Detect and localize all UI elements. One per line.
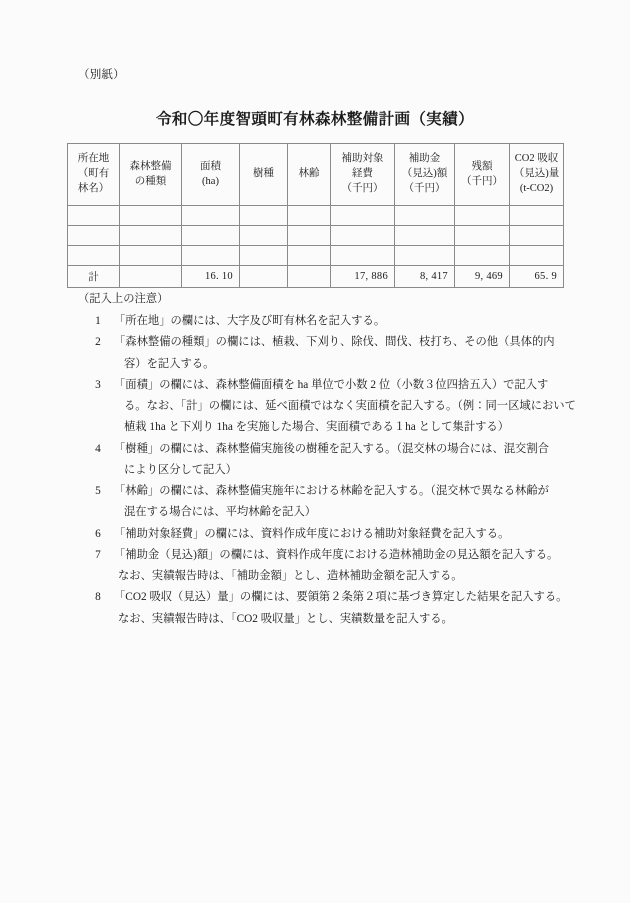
column-header-line: (t-CO2) xyxy=(519,182,554,194)
table-cell-area[interactable] xyxy=(182,206,240,226)
note-body xyxy=(114,311,570,332)
column-header-area xyxy=(182,144,240,206)
table-cell-cost[interactable] xyxy=(331,226,395,246)
column-header-line: 林名） xyxy=(77,182,110,194)
note-line: 混在する場合には、平均林齢を記入） xyxy=(124,506,317,519)
column-header-line: （見込)額 xyxy=(401,168,448,180)
table-cell-cost[interactable] xyxy=(331,246,395,266)
table-cell-stand_age[interactable] xyxy=(288,246,331,266)
column-header-line: 補助対象 xyxy=(341,153,384,165)
table-cell-area[interactable] xyxy=(182,246,240,266)
note-body xyxy=(114,481,570,523)
table-cell-balance[interactable] xyxy=(455,206,510,226)
column-header-line: 補助金 xyxy=(408,153,441,165)
column-header-work_type xyxy=(120,144,182,206)
table-cell-species[interactable] xyxy=(240,226,288,246)
note-number: 3 xyxy=(95,378,101,391)
table-header-row xyxy=(68,144,564,206)
note-number: 7 xyxy=(95,548,101,561)
table-body xyxy=(68,206,564,288)
table-cell-balance[interactable] xyxy=(455,246,510,266)
note-body xyxy=(114,375,576,439)
column-header-subsidy xyxy=(395,144,455,206)
note-line: なお、実績報告時は、「補助金額」とし、造林補助金額を記入する。 xyxy=(118,570,463,583)
table-cell-location[interactable] xyxy=(68,246,120,266)
column-header-line: の種類 xyxy=(134,175,167,187)
note-item xyxy=(78,481,570,523)
table-cell-stand_age[interactable] xyxy=(288,206,331,226)
column-header-line: 経費 xyxy=(352,168,373,180)
total-cell-species xyxy=(240,266,288,288)
column-header-line: 残額 xyxy=(471,160,493,172)
table-total-row xyxy=(68,266,564,288)
table-cell-subsidy[interactable] xyxy=(395,226,455,246)
note-line: により区分して記入） xyxy=(124,463,237,476)
note-number: 5 xyxy=(95,485,101,498)
notes-list xyxy=(78,311,576,630)
attachment-tag: （別紙） xyxy=(78,69,125,81)
column-header-line: (ha) xyxy=(202,175,219,187)
table-cell-species[interactable] xyxy=(240,206,288,226)
notes-section xyxy=(78,289,576,630)
note-body xyxy=(114,332,570,374)
note-item xyxy=(78,439,570,481)
note-body xyxy=(114,439,570,481)
table-cell-area[interactable] xyxy=(182,226,240,246)
total-cell-location: 計 xyxy=(68,266,120,288)
column-header-line: 森林整備 xyxy=(129,160,172,172)
note-body xyxy=(114,545,570,587)
column-header-line: （千円） xyxy=(341,182,384,194)
note-line: 「樹種」の欄には、森林整備実施後の樹種を記入する。（混交林の場合には、混交割合 xyxy=(114,442,549,455)
column-header-line: CO2 吸収 xyxy=(514,153,559,165)
table-cell-co2[interactable] xyxy=(510,246,564,266)
note-number: 6 xyxy=(95,527,101,540)
table-header xyxy=(68,144,564,206)
column-header-stand_age xyxy=(288,144,331,206)
note-line: 「面積」の欄には、森林整備面積を ha 単位で小数 2 位（小数３位四捨五入）で記入す xyxy=(114,378,549,391)
note-item xyxy=(78,332,570,374)
note-line: 「補助金（見込)額」の欄には、資料作成年度における造林補助金の見込額を記入する。 xyxy=(114,548,559,561)
column-header-line: （千円） xyxy=(403,182,446,194)
note-number: 1 xyxy=(95,315,101,328)
table-row[interactable] xyxy=(68,246,564,266)
note-line: なお、実績報告時は、「CO2 吸収量」とし、実績数量を記入する。 xyxy=(118,612,453,625)
total-cell-work_type xyxy=(120,266,182,288)
column-header-line: 林齢 xyxy=(298,168,320,180)
column-header-line: 樹種 xyxy=(253,168,274,180)
note-line: 「CO2 吸収（見込）量」の欄には、要領第２条第２項に基づき算定した結果を記入する。 xyxy=(114,591,568,604)
forest-plan-table xyxy=(67,143,564,288)
column-header-location xyxy=(68,144,120,206)
notes-heading: （記入上の注意） xyxy=(78,293,169,305)
total-cell-subsidy: 8, 417 xyxy=(395,266,455,288)
table-cell-stand_age[interactable] xyxy=(288,226,331,246)
note-number: 8 xyxy=(95,591,101,604)
note-line: る。なお、「計」の欄には、延べ面積ではなく実面積を記入する。（例：同一区域において xyxy=(124,400,576,413)
table-cell-balance[interactable] xyxy=(455,226,510,246)
table-cell-subsidy[interactable] xyxy=(395,206,455,226)
column-header-line: （見込)量 xyxy=(513,168,560,180)
note-number: 2 xyxy=(95,336,101,349)
note-line: 「補助対象経費」の欄には、資料作成年度における補助対象経費を記入する。 xyxy=(114,527,510,540)
total-cell-cost: 17, 886 xyxy=(331,266,395,288)
total-cell-stand_age xyxy=(288,266,331,288)
table-cell-co2[interactable] xyxy=(510,206,564,226)
total-cell-area: 16. 10 xyxy=(182,266,240,288)
total-cell-co2: 65. 9 xyxy=(510,266,564,288)
note-line: 植栽 1ha と下刈り 1ha を実施した場合、実面積である１ha として集計する） xyxy=(124,421,510,434)
table-cell-subsidy[interactable] xyxy=(395,246,455,266)
column-header-balance xyxy=(455,144,510,206)
note-body xyxy=(114,587,570,629)
note-line: 「所在地」の欄には、大字及び町有林名を記入する。 xyxy=(114,315,386,328)
table-cell-co2[interactable] xyxy=(510,226,564,246)
column-header-line: （千円） xyxy=(461,175,503,187)
total-cell-balance: 9, 469 xyxy=(455,266,510,288)
table-cell-work_type[interactable] xyxy=(120,206,182,226)
table-cell-location[interactable] xyxy=(68,226,120,246)
table-cell-work_type[interactable] xyxy=(120,246,182,266)
note-number: 4 xyxy=(95,442,101,455)
note-body xyxy=(114,524,570,545)
note-line: 「林齢」の欄には、森林整備実施年における林齢を記入する。（混交林で異なる林齢が xyxy=(114,485,549,498)
column-header-species xyxy=(240,144,288,206)
table-cell-cost[interactable] xyxy=(331,206,395,226)
note-item xyxy=(78,524,570,545)
note-line: 容）を記入する。 xyxy=(124,357,215,370)
column-header-cost xyxy=(331,144,395,206)
note-item xyxy=(78,545,570,587)
column-header-line: 所在地 xyxy=(77,153,110,165)
table-row[interactable] xyxy=(68,226,564,246)
table-cell-location[interactable] xyxy=(68,206,120,226)
note-item xyxy=(78,375,576,439)
forest-plan-table-wrapper xyxy=(67,143,563,288)
table-row[interactable] xyxy=(68,206,564,226)
page-title: 令和〇年度智頭町有林森林整備計画（実績） xyxy=(155,111,474,128)
column-header-co2 xyxy=(510,144,564,206)
note-line: 「森林整備の種類」の欄には、植栽、下刈り、除伐、間伐、枝打ち、その他（具体的内 xyxy=(114,336,555,349)
table-cell-work_type[interactable] xyxy=(120,226,182,246)
note-item xyxy=(78,587,570,629)
column-header-line: （町有 xyxy=(77,168,110,180)
note-item xyxy=(78,311,570,332)
table-cell-species[interactable] xyxy=(240,246,288,266)
column-header-line: 面積 xyxy=(200,160,221,172)
